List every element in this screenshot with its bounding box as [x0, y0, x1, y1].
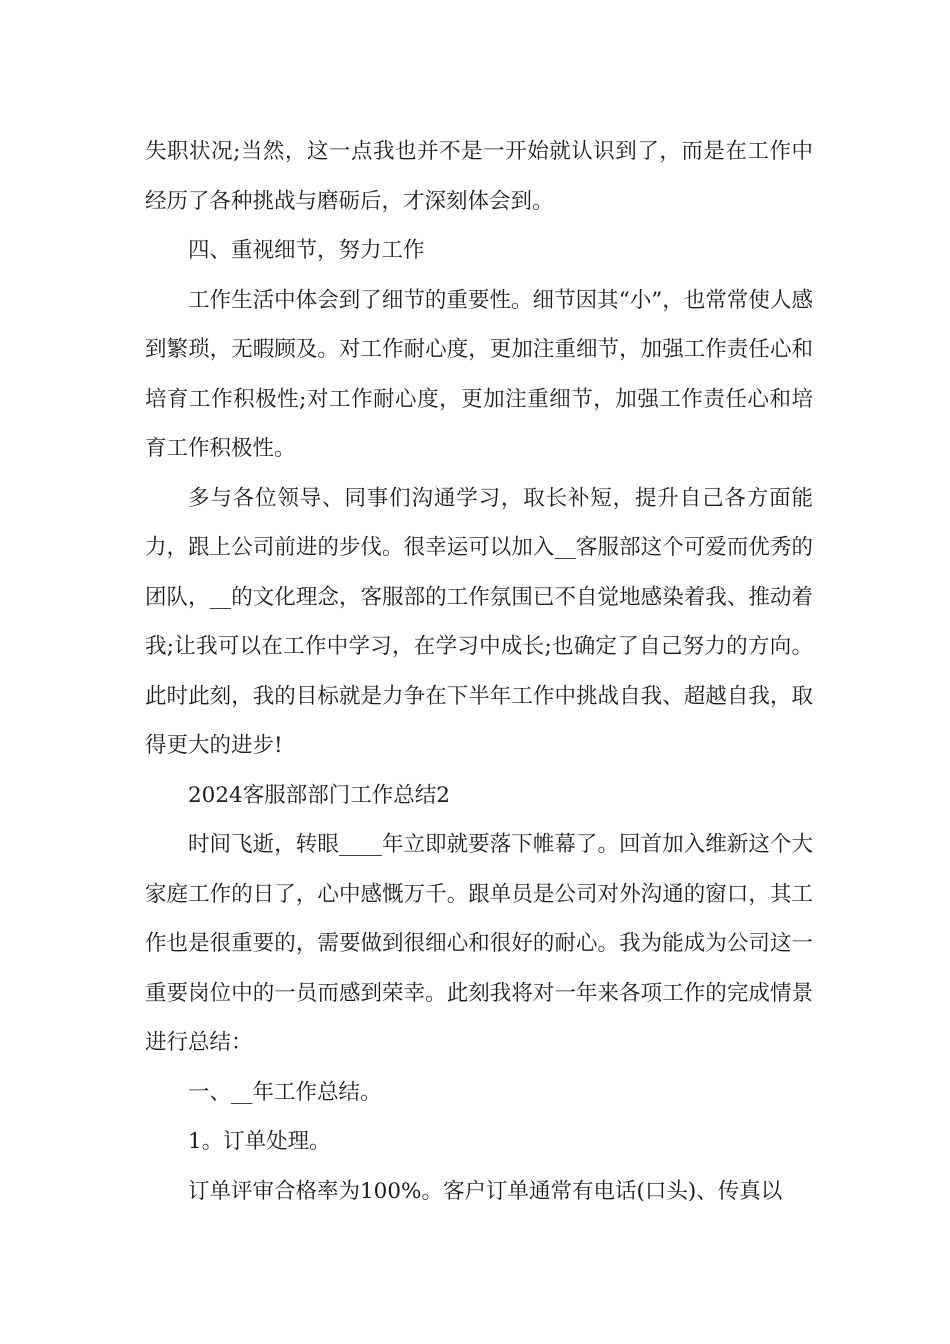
- paragraph-intro: 时间飞逝，转眼____年立即就要落下帷幕了。回首加入维新这个大家庭工作的日了，心中感慨万千。跟单员是公司对外沟通的窗口，其工作也是很重要的，需要做到很细心和很好的耐心。我为能成为公司这一重要岗位中的一员而感到荣幸。此刻我将对一年来各项工作的完成情景进行总结：: [145, 832, 813, 1055]
- document-body: [145, 127, 813, 1216]
- subsection-heading-1: 1。订单处理。: [188, 1129, 331, 1154]
- paragraph-1: 失职状况;当然，这一点我也并不是一开始就认识到了，而是在工作中经历了各种挑战与磨砺后，才深刻体会到。: [145, 139, 813, 214]
- paragraph-details: 工作生活中体会到了细节的重要性。细节因其“小”，也常常使人感到繁琐，无暇顾及。对工作耐心度，更加注重细节，加强工作责任心和培育工作积极性;对工作耐心度，更加注重细节，加强工作责任心和培育工作积极性。: [145, 287, 813, 461]
- document-title-2: 2024客服部部门工作总结2: [188, 782, 450, 808]
- section-heading-4: 四、重视细节，努力工作: [188, 238, 425, 263]
- section-heading-1: 一、__年工作总结。: [188, 1079, 382, 1105]
- paragraph-communication: 多与各位领导、同事们沟通学习，取长补短，提升自己各方面能力，跟上公司前进的步伐。很幸运可以加入__客服部这个可爱而优秀的团队，__的文化理念，客服部的工作氛围已不自觉地感染着我、推动着我;让我可以在工作中学习，在学习中成长;也确定了自己努力的方向。此时此刻，我的目标就是力争在下半年工作中挑战自我、超越自我，取得更大的进步!: [145, 485, 813, 758]
- paragraph-orders: 订单评审合格率为100%。客户订单通常有电话(口头)、传真以: [188, 1178, 783, 1204]
